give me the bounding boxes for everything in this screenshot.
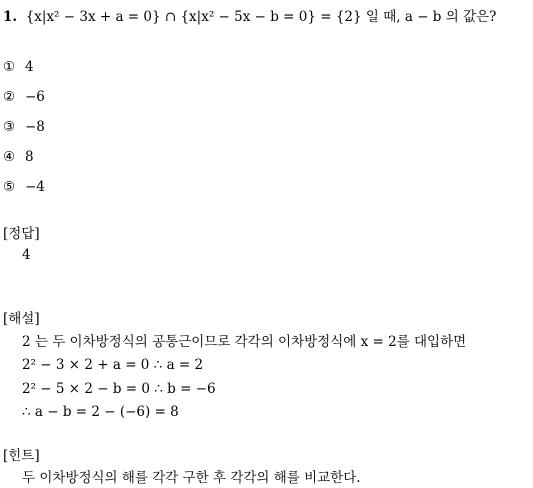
explanation-line-1: 2 는 두 이차방정식의 공통근이므로 각각의 이차방정식에 x = 2를 대입하면 (22, 334, 467, 350)
choice-1-mark: ① (3, 59, 16, 75)
choice-3-mark: ③ (3, 119, 16, 135)
hint-text: 두 이차방정식의 해를 각각 구한 후 각각의 해를 비교한다. (22, 470, 361, 486)
explanation-heading: [해설] (3, 311, 40, 327)
choice-4-mark: ④ (3, 149, 16, 165)
choice-2[interactable] (3, 89, 45, 105)
choice-3[interactable] (3, 119, 45, 135)
explanation-line-4: ∴ a − b = 2 − (−6) = 8 (22, 404, 179, 420)
choice-1-text: 4 (25, 59, 34, 75)
answer-value: 4 (22, 247, 31, 263)
choice-4-text: 8 (25, 149, 34, 165)
choice-1[interactable] (3, 59, 34, 75)
choice-4[interactable] (3, 149, 34, 165)
explanation-line-2: 2² − 3 × 2 + a = 0 ∴ a = 2 (22, 357, 204, 373)
choice-3-text: −8 (25, 119, 45, 135)
choice-2-text: −6 (25, 89, 45, 105)
choice-5-text: −4 (25, 179, 45, 195)
choice-2-mark: ② (3, 89, 16, 105)
answer-heading: [정답] (3, 226, 40, 242)
question-number: 1. (3, 9, 18, 25)
choice-5-mark: ⑤ (3, 179, 16, 195)
explanation-line-3: 2² − 5 × 2 − b = 0 ∴ b = −6 (22, 381, 216, 397)
question-line (3, 9, 496, 25)
hint-heading: [힌트] (3, 448, 40, 464)
choice-5[interactable] (3, 179, 45, 195)
question-text: {x|x² − 3x + a = 0} ∩ {x|x² − 5x − b = 0} = {2} 일 때, a − b 의 값은? (25, 9, 497, 25)
